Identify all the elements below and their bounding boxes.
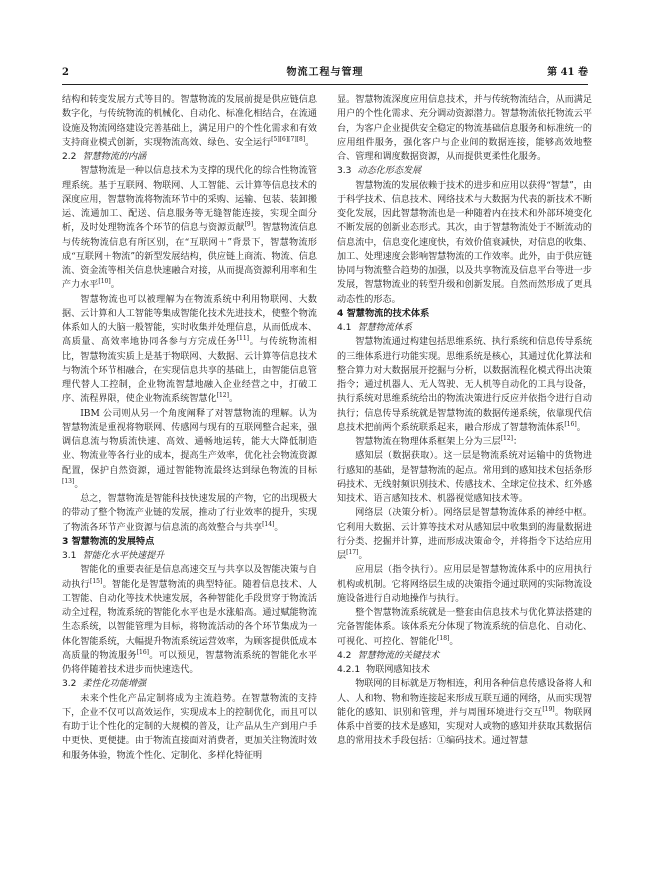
journal-title: 物流工程与管理	[286, 67, 364, 78]
subsection-title: 智慧物流体系	[357, 323, 413, 333]
paragraph	[62, 492, 317, 535]
paragraph-text: 。	[110, 280, 120, 291]
paragraph	[337, 335, 592, 435]
paragraph	[337, 677, 592, 748]
subsubsection-number: 4.2.1	[337, 665, 361, 675]
citation: [10]	[98, 278, 111, 286]
subsection-number: 3.2	[62, 679, 77, 690]
subsection-heading	[62, 549, 317, 563]
subsection-heading	[62, 150, 317, 164]
paragraph	[337, 563, 592, 606]
header-rule	[62, 84, 588, 85]
paragraph-text: IBM 公司则从另一个角度阐释了对智慧物流的理解。认为智慧物流是重视将物联网、传感网与现有的互联网整合起来，强调信息流与物质流快速、高效、通畅地运转，能大大降低制造业、物流业等各行业的成本，提高生产效率，优化社会物流资源配置，保护自然资源，通过智能物流最终达到绿色物流的目标	[62, 408, 317, 476]
paragraph-text: 感知层（数据获取）。这一层是物流系统对运输中的货物进行感知的基础，是智慧物流的起点。常用到的感知技术包括条形码技术、无线射频识别技术、传感技术、全球定位技术、红外感知技术、语言感知技术、机器视觉感知技术等。	[337, 451, 592, 504]
paragraph	[62, 407, 317, 493]
subsubsection-heading	[337, 663, 592, 677]
paragraph-text: 智慧物流在物理体系框架上分为三层	[355, 437, 501, 447]
paragraph	[337, 435, 592, 449]
paragraph	[62, 164, 317, 292]
citation: [17]	[346, 548, 359, 556]
page-number: 2	[62, 67, 69, 78]
paragraph-text: 智能化的重要表征是信息高速交互与共享以及智能决策与自动执行	[62, 565, 317, 590]
section-heading	[337, 307, 592, 321]
paragraph-text: 应用层（指令执行）。应用层是智慧物流体系中的应用执行机构或机制。它将网络层生成的决策指令通过联网的实际物流设施设备进行自动地操作与执行。	[337, 565, 592, 604]
subsubsection-title: 物联网感知技术	[366, 665, 430, 675]
subsection-number: 3.1	[62, 551, 77, 561]
subsection-number: 3.3	[337, 166, 352, 177]
paragraph-text: 。	[274, 522, 284, 533]
citation: [11]	[236, 335, 250, 343]
paragraph-text: 。可以预见，智慧物流系统的智能化水平仍将伴随着技术进步而快速迭代。	[62, 650, 317, 675]
subsection-heading	[62, 677, 317, 691]
paragraph-text: 结构和转变发展方式等目的。智慧物流的发展前提是供应链信息数字化，与传统物流的机械化、自动化、标准化相结合，在流通设施及物流网络建设完善基础上，满足用户的个性化需求和有效支持商业模式创新，实现物流高效、绿色、安全运行	[62, 95, 317, 148]
paragraph-text: 智慧物流是一种以信息技术为支撑的现代化的综合性物流管理系统。基于互联网、物联网、人工智能、云计算等信息技术的深度应用，智慧物流将物流环节中的采购、运输、包装、装卸搬运、流通加工、配送、信息服务等无缝智能连接，实现全面分析，及时处理物流各个环节的信息与资源贡献	[62, 166, 317, 234]
citation: [14]	[262, 520, 275, 528]
subsection-title: 柔性化功能增强	[82, 679, 147, 690]
paragraph-text: 整个智慧物流系统就是一整套由信息技术与优化算法搭建的完备智能体系。该体系充分体现了物流系统的信息化、自动化、可视化、可控化、智能化	[337, 608, 592, 647]
paragraph-text: 智慧物流的发展依赖于技术的进步和应用以获得“智慧”，由于科学技术、信息技术、网络技术与大数据为代表的新技术不断变化发展，因此智慧物流也是一种随着内在技术和外部环境变化不断发展的创新业态形式。其次，由于智慧物流处于不断流动的信息流中，信息变化速度快，有效价值衰减快，对信息的收集、加工、处理速度会影响智慧物流的工作效率。此外，由于供应链协同与物流整合趋势的加强，以及共享物流及信息平台等进一步发展，智慧物流业的转型升级和创新发展。自然而然形成了更具动态性的形态。	[337, 180, 592, 305]
paragraph-text: 。	[358, 551, 368, 561]
subsection-number: 4.2	[337, 650, 352, 661]
paragraph	[62, 692, 317, 763]
citation: [13]	[62, 477, 75, 485]
citation: [16]	[136, 648, 149, 656]
paragraph-text: 物联网的目标就是万物相连，利用各种信息传感设备将人和人、人和物、物和物连接起来形成互联互通的网络，从而实现智能化的感知、识别和管理，并与周围环境进行交互	[337, 679, 592, 718]
subsection-number: 4.1	[337, 323, 352, 333]
citation: [12]	[216, 392, 229, 400]
citation: [12]	[500, 434, 514, 442]
section-heading	[62, 535, 317, 549]
citation: [19]	[542, 705, 555, 713]
paragraph-text: 网络层（决策分析）。网络层是智慧物流体系的神经中枢。它利用大数据、云计算等技术对从感知层中收集到的海量数据进行分类、挖掘并计算，进而形成决策命令，并将指令下达给应用层	[337, 508, 592, 561]
left-column	[62, 93, 317, 763]
subsection-heading	[337, 649, 592, 663]
section-title: 智慧物流的发展特点	[71, 535, 155, 547]
paragraph	[62, 563, 317, 677]
paragraph	[337, 606, 592, 649]
paragraph-text: 。	[576, 422, 586, 433]
citation: [16]	[564, 420, 577, 428]
paragraph	[337, 449, 592, 506]
paragraph-text: ：	[513, 437, 523, 447]
paragraph-text: 显。智慧物流深度应用信息技术，并与传统物流结合，从而满足用户的个性化需求、充分调动资源潜力。智慧物流依托物流云平台，为客户企业提供安全稳定的物流基础信息服务和标准统一的应用组件服务，强化客户与企业间的数据连接，能够高效地整合、管理和调度数据资源，从而提供更柔性化服务。	[337, 95, 592, 162]
subsection-title: 智慧物流的内涵	[82, 152, 147, 162]
running-header	[62, 66, 588, 80]
paragraph-text: 。	[74, 479, 84, 490]
paragraph-text: 智慧物流也可以被理解为在物流系统中利用物联网、大数据、云计算和人工智能等集成智能化技术先进技术，使整个物流体系如人的大脑一般智能，实时收集并处理信息，从而低成本、高质量、高效率地协同各参与方完成任务	[62, 294, 317, 348]
section-number: 4	[337, 307, 344, 319]
paragraph-text: 。物联网体系中首要的技术是感知，实现对人或物的感知并获取其数据信息的常用技术手段包括：①编码技术。通过智慧	[337, 707, 592, 747]
subsection-heading	[337, 164, 592, 178]
section-number: 3	[62, 535, 69, 547]
section-title: 智慧物流的技术体系	[346, 307, 430, 319]
citation: [5][6][7][8]	[271, 135, 306, 143]
paragraph-text: 未来个性化产品定制将成为主流趋势。在智慧物流的支持下，企业不仅可以高效运作，实现成本上的控制优化，而且可以有助于让个性化的定制的大规模的普及，让产品从生产到用户手中更快、更便捷。由于物流直接面对消费者，更加关注物流时效和服务体验，物流个性化、定制化、多样化特征明	[62, 693, 317, 761]
subsection-number: 2.2	[62, 152, 77, 162]
paragraph-text: 。智慧物流信息与传统物流信息有所区别，在“互联网＋”背景下，智慧物流形成“互联网＋物流”的新型发展结构，供应链上商流、物流、信息流、资金流等相关信息快速融合对接，从而提高资源利用率和生产力水平	[62, 223, 317, 291]
paragraph	[62, 93, 317, 150]
subsection-title: 智能化水平快速提升	[82, 551, 165, 561]
paragraph-text: 。	[228, 394, 239, 405]
paragraph	[337, 93, 592, 164]
paragraph	[62, 293, 317, 407]
citation: [18]	[437, 634, 450, 642]
subsection-title: 动态化形态发展	[357, 166, 422, 177]
paragraph	[337, 506, 592, 563]
subsection-heading	[337, 321, 592, 335]
citation: [15]	[90, 577, 103, 585]
paragraph-text: 总之，智慧物流是智能科技快速发展的产物，它的出现极大的带动了整个物流产业链的发展，推动了行业效率的提升，实现了物流各环节产业资源与信息流的高效整合与共享	[62, 494, 317, 533]
citation: [9]	[244, 221, 254, 229]
right-column	[337, 93, 592, 749]
paragraph-text: 。与传统物流相比，智慧物流实质上是基于物联网、大数据、云计算等信息技术与物流个环节相融合，在实现信息共享的基础上，由智能信息管理代替人工控制，企业物流智慧地融入企业经营之中，打破工序、流程界限，使企业物流系统智慧化	[62, 337, 317, 405]
paragraph-text: 。	[305, 137, 315, 148]
paragraph	[337, 179, 592, 307]
paragraph-text: 。智能化是智慧物流的典型特征。随着信息技术、人工智能、自动化等技术快速发展，各种智能化手段贯穿于物流活动全过程，物流系统的智能化水平也是水涨船高。通过赋能物流生态系统，以智能管理为目标，将物流活动的各个环节集成为一体化智能系统，大幅提升物流系统运营效率，为顾客提供低成本高质量的物流服务	[62, 579, 317, 661]
subsection-title: 智慧物流的关键技术	[357, 650, 440, 661]
paragraph-text: 智慧物流通过构建包括思维系统、执行系统和信息传导系统的三维体系进行功能实现。思维系统是核心，其通过优化算法和整合算力对大数据展开挖掘与分析，以数据流程化模式得出决策指令；通过机器人、无人驾驶、无人机等自动化的工具与设备，执行系统对思维系统给出的物流决策进行反应并依指令进行自动执行；信息传导系统就是智慧物流的数据传递系统，依靠现代信息技术把前两个系统联系起来，融合形成了智慧物流体系	[337, 337, 592, 433]
volume-label: 第 41 卷	[547, 67, 588, 78]
paragraph-text: 。	[449, 636, 459, 647]
